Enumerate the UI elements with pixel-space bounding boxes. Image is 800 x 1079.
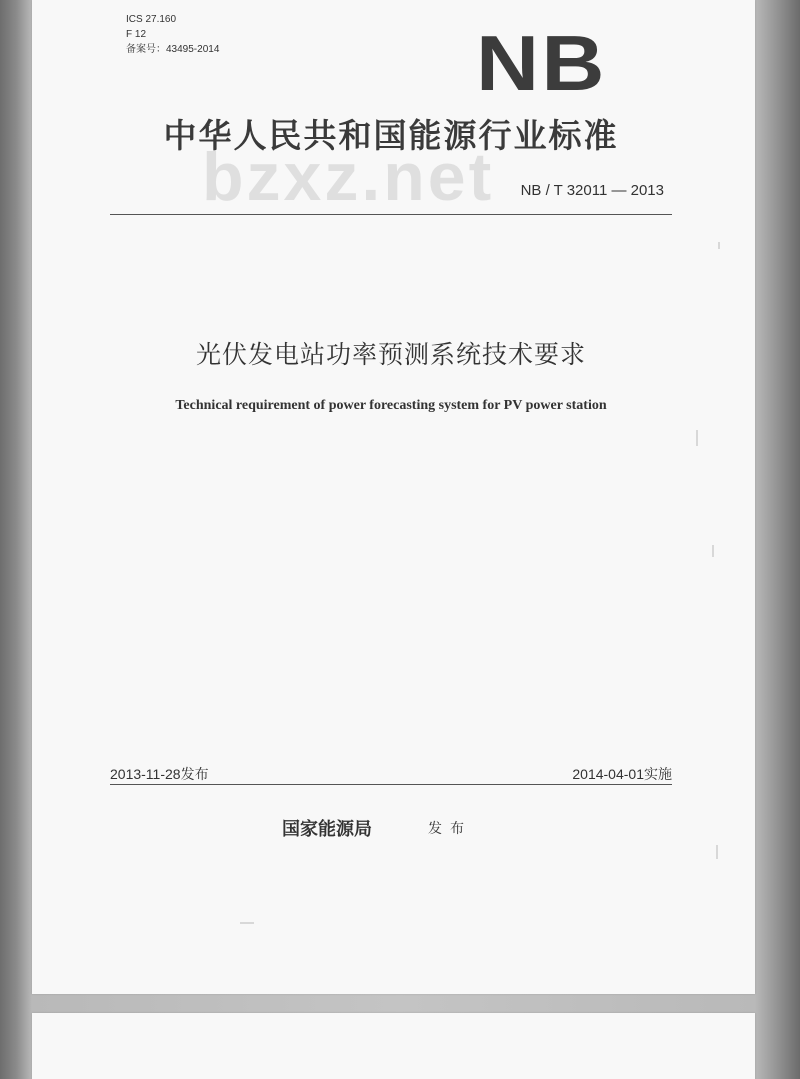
issue-date: 2013-11-28发布 — [110, 766, 209, 782]
scan-speck — [718, 242, 720, 249]
scan-speck — [712, 545, 714, 557]
ics-code: ICS 27.160 — [126, 14, 177, 25]
bottom-divider — [110, 784, 672, 785]
publish-label: 发布 — [428, 821, 472, 837]
implementation-date: 2014-04-01实施 — [572, 766, 672, 782]
scan-speck — [696, 430, 698, 446]
next-page — [32, 1013, 755, 1079]
scan-speck — [716, 845, 718, 859]
standard-number: NB / T 32011 — 2013 — [520, 182, 664, 199]
publisher-name: 国家能源局 — [282, 819, 372, 840]
record-number: 备案号：43495-2014 — [126, 44, 220, 55]
scan-speck — [240, 922, 254, 924]
ccs-code: F 12 — [126, 29, 147, 40]
standard-category-title: 中华人民共和国能源行业标准 — [163, 116, 619, 155]
document-title-chinese: 光伏发电站功率预测系统技术要求 — [195, 340, 586, 369]
classification-block — [126, 12, 219, 57]
nb-logo: NB — [476, 19, 607, 107]
watermark: bzxz.net — [202, 139, 495, 215]
document-cover-page — [32, 0, 755, 994]
document-title-english: Technical requirement of power forecasting system for PV power station — [175, 398, 607, 413]
top-divider — [110, 214, 672, 215]
